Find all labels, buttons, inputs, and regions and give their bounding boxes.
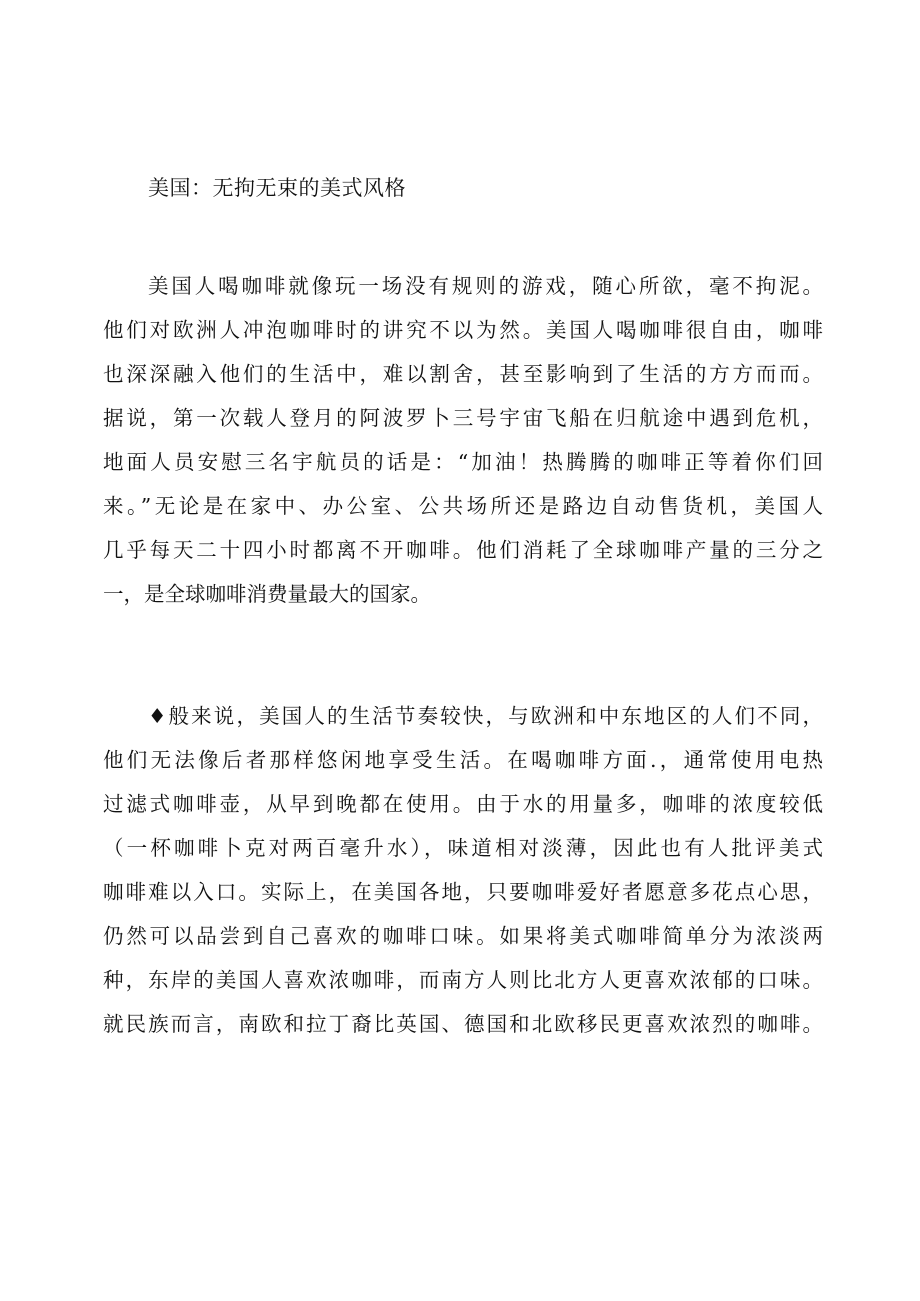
paragraph-line: （一杯咖啡卜克对两百毫升水），味道相对淡薄，因此也有人批评美式 bbox=[103, 836, 823, 860]
paragraph-line: 地面人员安慰三名宇航员的话是：“加油！热腾腾的咖啡正等着你们回 bbox=[103, 450, 823, 474]
paragraph-line: 仍然可以品尝到自己喜欢的咖啡口味。如果将美式咖啡简单分为浓淡两 bbox=[103, 924, 823, 948]
paragraph-1 bbox=[103, 264, 823, 616]
paragraph-line: 就民族而言，南欧和拉丁裔比英国、德国和北欧移民更喜欢浓烈的咖啡。 bbox=[103, 1012, 823, 1036]
paragraph-line: 咖啡难以入口。实际上，在美国各地，只要咖啡爱好者愿意多花点心思， bbox=[103, 880, 823, 904]
paragraph-line: 他们无法像后者那样悠闲地享受生活。在喝咖啡方面.，通常使用电热 bbox=[103, 748, 823, 772]
paragraph-line: ♦般来说，美国人的生活节奏较快，与欧洲和中东地区的人们不同， bbox=[148, 704, 823, 728]
paragraph-line: 种，东岸的美国人喜欢浓咖啡，而南方人则比北方人更喜欢浓郁的口味。 bbox=[103, 968, 823, 992]
paragraph-line: 过滤式咖啡壶，从早到晚都在使用。由于水的用量多，咖啡的浓度较低 bbox=[103, 792, 823, 816]
paragraph-line: 来。”无论是在家中、办公室、公共场所还是路边自动售货机，美国人 bbox=[103, 494, 823, 518]
paragraph-line: 一，是全球咖啡消费量最大的国家。 bbox=[103, 582, 431, 606]
section-title: 美国：无拘无束的美式风格 bbox=[148, 176, 406, 200]
paragraph-line: 也深深融入他们的生活中，难以割舍，甚至影响到了生活的方方而而。 bbox=[103, 362, 823, 386]
paragraph-line: 据说，第一次载人登月的阿波罗卜三号宇宙飞船在归航途中遇到危机， bbox=[103, 406, 823, 430]
paragraph-line: 他们对欧洲人冲泡咖啡时的讲究不以为然。美国人喝咖啡很自由，咖啡 bbox=[103, 318, 823, 342]
paragraph-line: 美国人喝咖啡就像玩一场没有规则的游戏，随心所欲，毫不拘泥。 bbox=[148, 274, 823, 298]
paragraph-line: 几乎每天二十四小时都离不开咖啡。他们消耗了全球咖啡产量的三分之 bbox=[103, 538, 823, 562]
paragraph-2 bbox=[103, 694, 823, 1046]
